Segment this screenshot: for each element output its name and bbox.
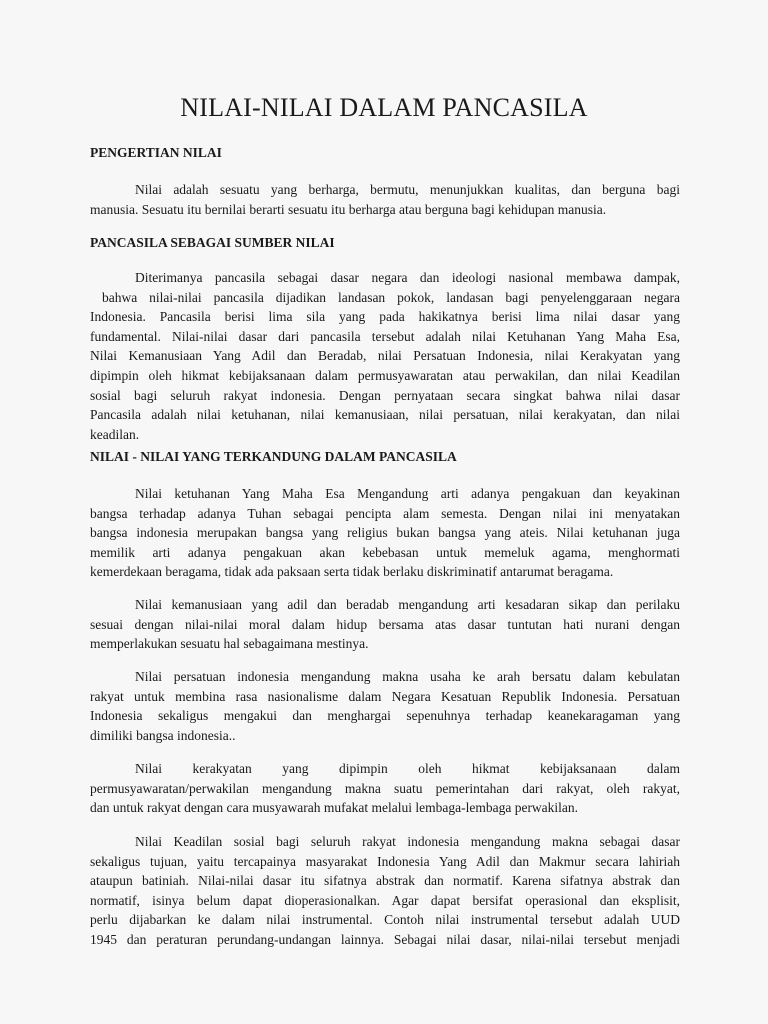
paragraph-nilai-persatuan bbox=[90, 667, 680, 745]
paragraph-line: Pancasila adalah nilai ketuhanan, nilai kemanusiaan, nilai persatuan, nilai kerakyatan, dan nilai bbox=[90, 407, 680, 423]
paragraph-line: perlu dijabarkan ke dalam nilai instrumental. Contoh nilai instrumental tersebut adalah UUD bbox=[90, 912, 680, 928]
paragraph-line: kemerdekaan beragama, tidak ada paksaan serta tidak berlaku diskriminatif antarumat beragama. bbox=[90, 564, 614, 580]
paragraph-nilai-keadilan bbox=[90, 832, 680, 950]
paragraph-line: bahwa nilai-nilai pancasila dijadikan landasan pokok, landasan bagi penyelenggaraan negara bbox=[90, 289, 680, 305]
paragraph-line: keadilan. bbox=[90, 426, 140, 442]
paragraph-nilai-kerakyatan bbox=[90, 759, 680, 818]
paragraph-line: fundamental. Nilai-nilai dasar dari pancasila tersebut adalah nilai Ketuhanan Yang Maha Esa, bbox=[90, 328, 680, 344]
paragraph-line: Nilai adalah sesuatu yang berharga, bermutu, menunjukkan kualitas, dan berguna bagi bbox=[135, 182, 680, 197]
paragraph-line: permusyawaratan/perwakilan mengandung makna suatu pemerintahan dari rakyat, oleh rakyat, bbox=[90, 780, 680, 796]
paragraph-line: rakyat untuk membina rasa nasionalisme dalam Negara Kesatuan Republik Indonesia. Persatuan bbox=[90, 688, 680, 704]
paragraph-pancasila-sumber-nilai bbox=[90, 268, 680, 444]
section-heading-nilai-terkandung: NILAI - NILAI YANG TERKANDUNG DALAM PANCASILA bbox=[90, 449, 457, 464]
paragraph-line: dipimpin oleh hikmat kebijaksanaan dalam permusyawaratan atau perwakilan, dan nilai Keadilan bbox=[90, 367, 680, 383]
paragraph-line: Indonesia. Pancasila berisi lima sila yang pada hakikatnya berisi lima nilai dasar yang bbox=[90, 309, 680, 325]
paragraph-line: Indonesia sekaligus mengakui dan menghargai sepenuhnya terhadap keanekaragaman yang bbox=[90, 708, 680, 724]
paragraph-line: manusia. Sesuatu itu bernilai berarti sesuatu itu berharga atau berguna bagi kehidupan manusia. bbox=[90, 201, 607, 217]
paragraph-pengertian-nilai bbox=[90, 180, 680, 219]
paragraph-line: sekaligus tujuan, yaitu tercapainya masyarakat Indonesia Yang Adil dan Makmur secara lahiriah bbox=[90, 853, 680, 869]
paragraph-line: Diterimanya pancasila sebagai dasar negara dan ideologi nasional membawa dampak, bbox=[135, 270, 680, 285]
paragraph-line: Nilai persatuan indonesia mengandung makna usaha ke arah bersatu dalam kebulatan bbox=[135, 669, 680, 684]
paragraph-line: Nilai Kemanusiaan Yang Adil dan Beradab, nilai Persatuan Indonesia, nilai Kerakyatan yang bbox=[90, 348, 680, 364]
paragraph-line: Nilai kerakyatan yang dipimpin oleh hikmat kebijaksanaan dalam bbox=[135, 761, 680, 776]
section-heading-pengertian-nilai: PENGERTIAN NILAI bbox=[90, 145, 222, 160]
paragraph-line: sosial bagi seluruh rakyat indonesia. Dengan pernyataan secara singkat bahwa nilai dasar bbox=[90, 387, 680, 403]
paragraph-line: Nilai kemanusiaan yang adil dan beradab mengandung arti kesadaran sikap dan perilaku bbox=[135, 597, 680, 612]
section-heading-pancasila-sumber-nilai: PANCASILA SEBAGAI SUMBER NILAI bbox=[90, 235, 335, 250]
paragraph-nilai-ketuhanan bbox=[90, 484, 680, 582]
paragraph-line: memilik arti adanya pengakuan akan kebebasan untuk memeluk agama, menghormati bbox=[90, 544, 680, 560]
paragraph-line: normatif, isinya belum dapat dioperasionalkan. Agar dapat bersifat operasional dan eksplisit, bbox=[90, 892, 680, 908]
paragraph-line: memperlakukan sesuatu hal sebagaimana mestinya. bbox=[90, 636, 369, 652]
paragraph-line: bangsa indonesia merupakan bangsa yang religius bukan bangsa yang ateis. Nilai ketuhanan juga bbox=[90, 525, 680, 541]
paragraph-line: dimiliki bangsa indonesia.. bbox=[90, 727, 236, 743]
paragraph-nilai-kemanusiaan bbox=[90, 595, 680, 654]
paragraph-line: bangsa terhadap adanya Tuhan sebagai pencipta alam semesta. Dengan nilai ini menyatakan bbox=[90, 505, 680, 521]
paragraph-line: 1945 dan peraturan perundang-undangan lainnya. Sebagai nilai dasar, nilai-nilai tersebut menjadi bbox=[90, 931, 680, 947]
paragraph-line: sesuai dengan nilai-nilai moral dalam hidup bersama atas dasar tuntutan hati nurani dengan bbox=[90, 616, 680, 632]
paragraph-line: ataupun batiniah. Nilai-nilai dasar itu sifatnya abstrak dan normatif. Karena sifatnya abstrak dan bbox=[90, 873, 680, 889]
paragraph-line: dan untuk rakyat dengan cara musyawarah mufakat melalui lembaga-lembaga perwakilan. bbox=[90, 800, 579, 816]
paragraph-line: Nilai ketuhanan Yang Maha Esa Mengandung arti adanya pengakuan dan keyakinan bbox=[135, 486, 680, 501]
page-title: NILAI-NILAI DALAM PANCASILA bbox=[180, 93, 588, 122]
paragraph-line: Nilai Keadilan sosial bagi seluruh rakyat indonesia mengandung makna sebagai dasar bbox=[135, 834, 680, 849]
